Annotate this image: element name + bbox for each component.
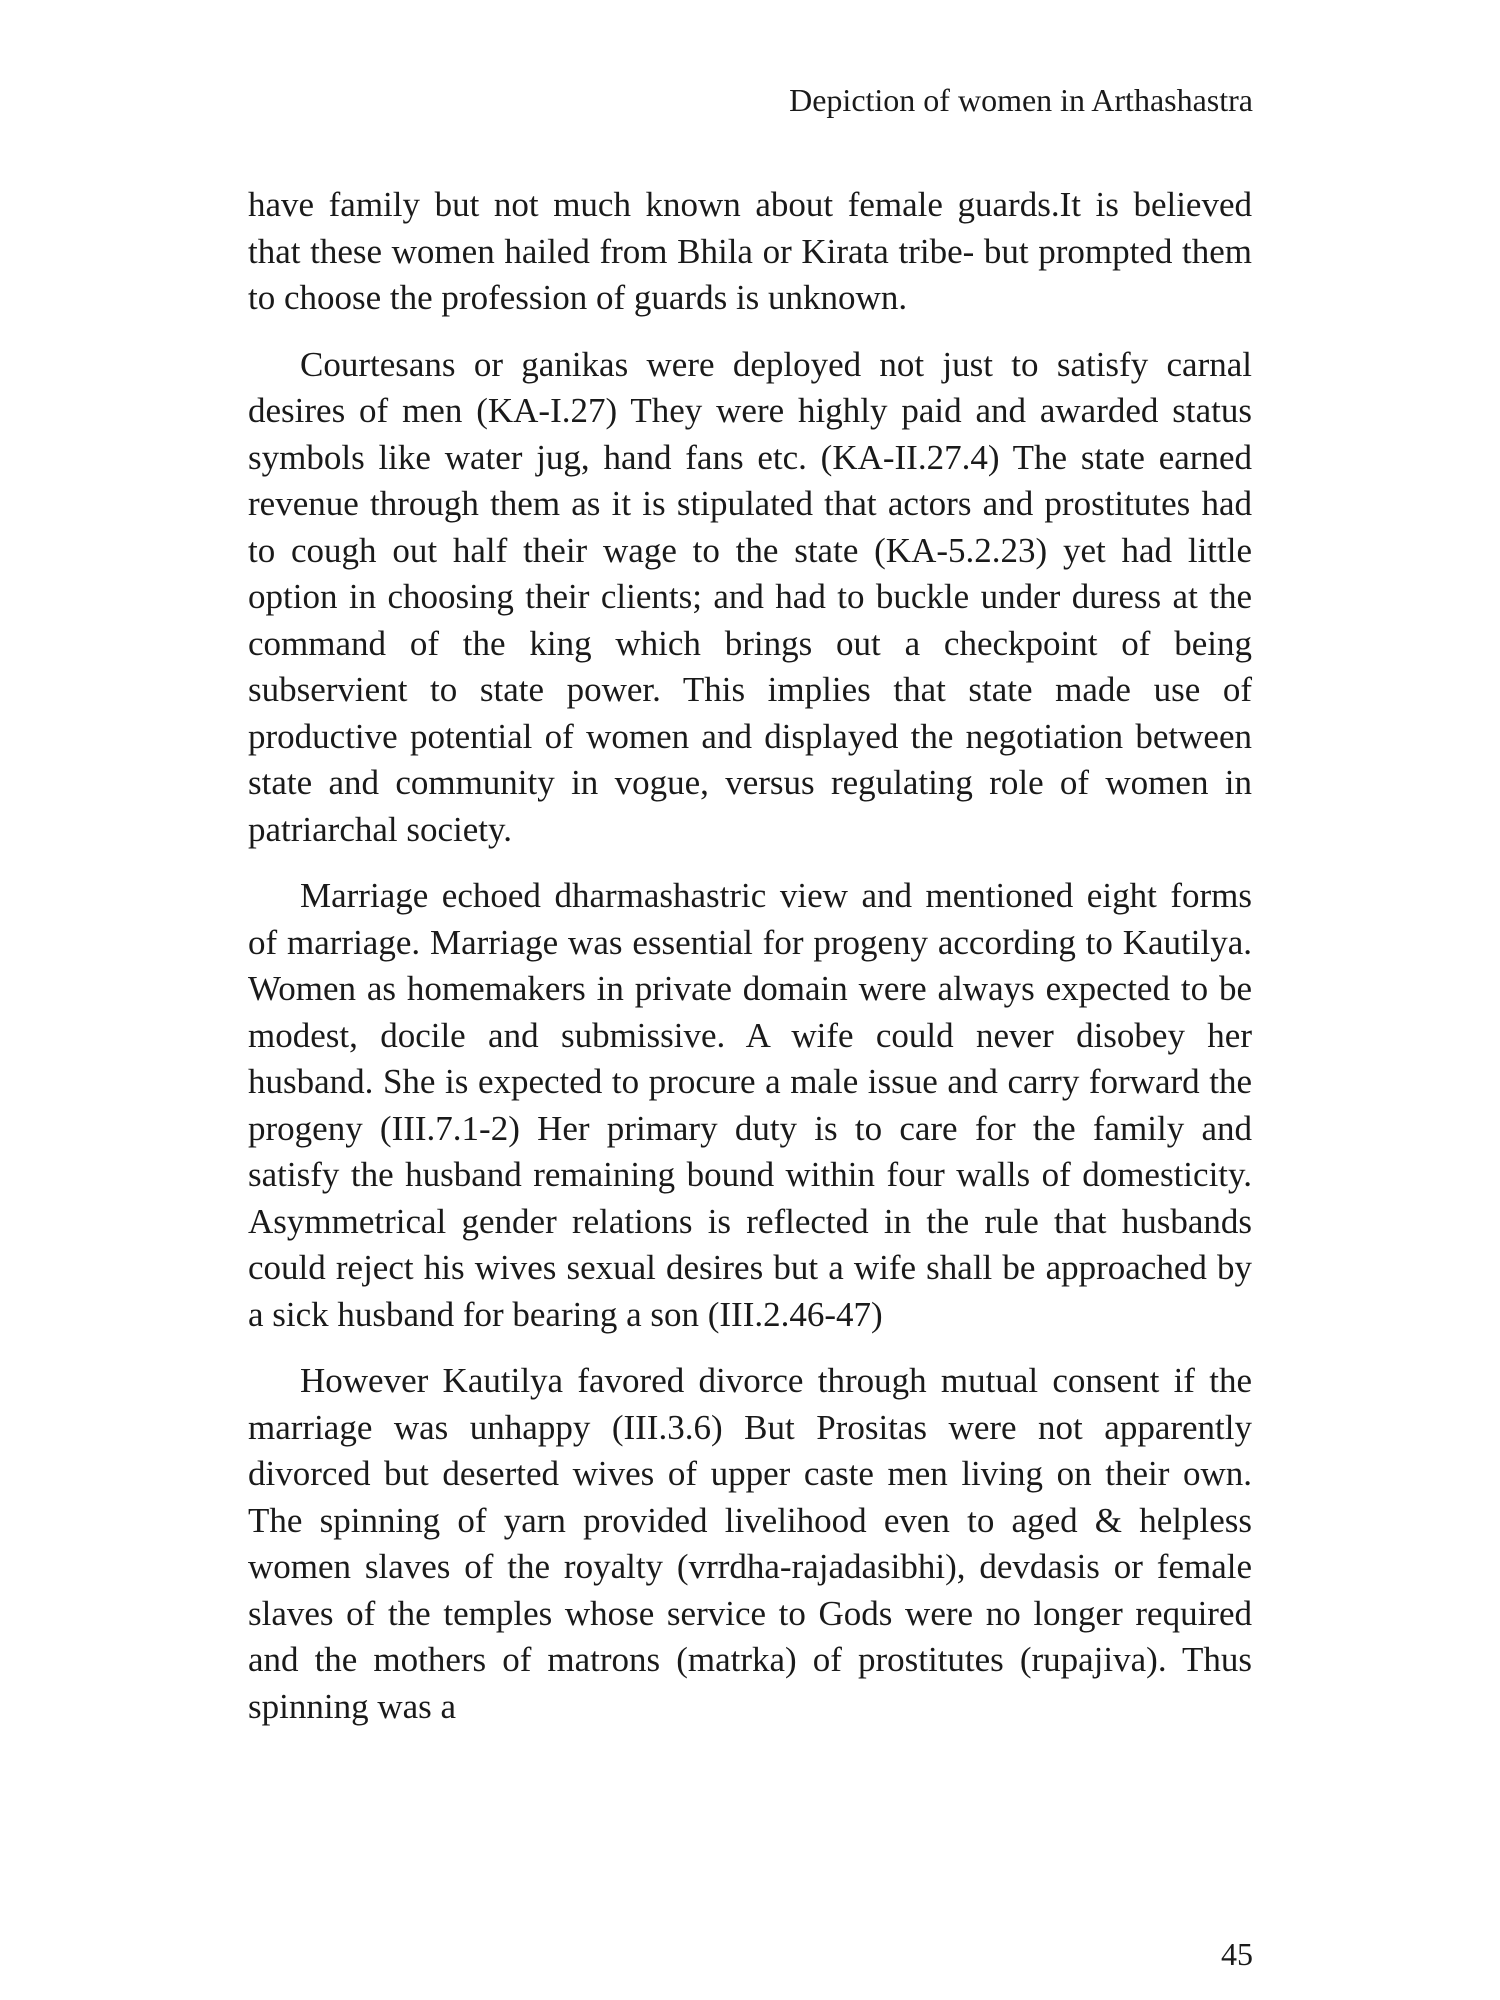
page-number: 45 bbox=[1221, 1936, 1253, 1972]
paragraph-marriage: Marriage echoed dharmashastric view and mentioned eight forms of marriage. Marriage was essential for progeny according to Kautilya. Women as homemakers in private domain were always expected to be modest, docile and submissive. A wife could never disobey her husband. She is expected to procure a male issue and carry forward the progeny (III.7.1-2) Her primary duty is to care for the family and satisfy the husband remaining bound within four walls of domesticity. Asymmetrical gender relations is reflected in the rule that husbands could reject his wives sexual desires but a wife shall be approached by a sick husband for bearing a son (III.2.46-47) bbox=[248, 876, 1252, 1334]
paragraph-divorce: However Kautilya favored divorce through mutual consent if the marriage was unhappy (III.3.6) But Prositas were not apparently divorced but deserted wives of upper caste men living on their own. The spinning of yarn provided livelihood even to aged & helpless women slaves of the royalty (vrrdha-rajadasibhi), devdasis or female slaves of the temples whose service to Gods were no longer required and the mothers of matrons (matrka) of prostitutes (rupajiva). Thus spinning was a bbox=[248, 1361, 1252, 1726]
running-header: Depiction of women in Arthashastra bbox=[789, 82, 1253, 118]
paragraph-courtesans: Courtesans or ganikas were deployed not just to satisfy carnal desires of men (KA-I.27) They were highly paid and awarded status symbols like water jug, hand fans etc. (KA-II.27.4) The state earned revenue through them as it is stipulated that actors and prostitutes had to cough out half their wage to the state (KA-5.2.23) yet had little option in choosing their clients; and had to buckle under duress at the command of the king which brings out a checkpoint of being subservient to state power. This implies that state made use of productive potential of women and displayed the negotiation between state and community in vogue, versus regulating role of women in patriarchal society. bbox=[248, 344, 1252, 849]
body-text bbox=[248, 182, 1252, 1750]
paragraph-continuation: have family but not much known about female guards.It is believed that these women hailed from Bhila or Kirata tribe- but prompted them to choose the profession of guards is unknown. bbox=[248, 185, 1252, 317]
